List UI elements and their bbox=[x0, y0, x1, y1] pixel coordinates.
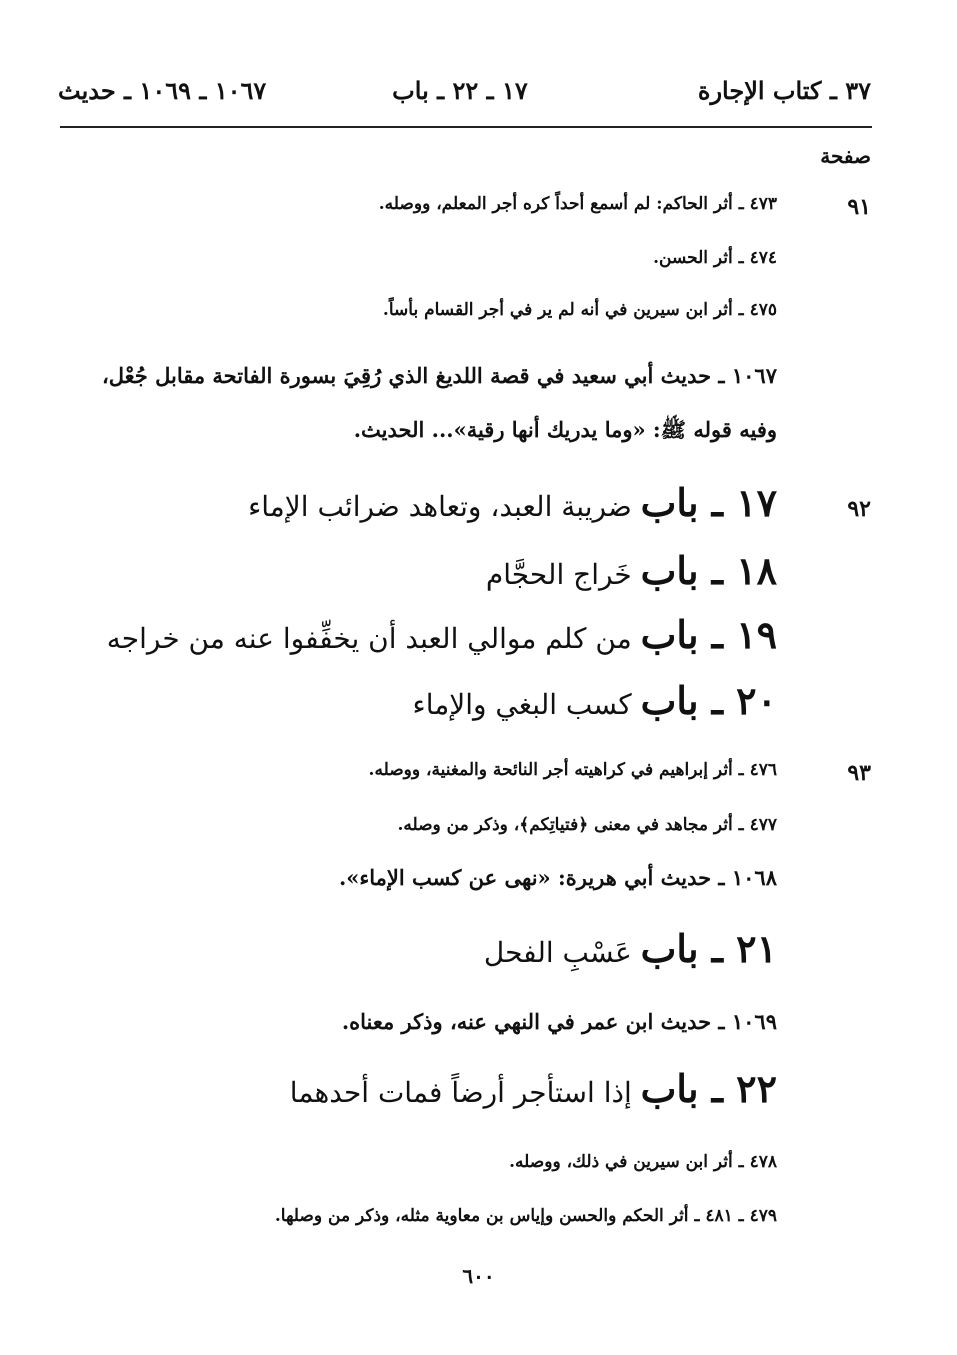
entry-479-481: ٤٧٩ ـ ٤٨١ ـ أثر الحكم والحسن وإياس بن معاوية مثله، وذكر من وصلها. bbox=[274, 1206, 777, 1226]
chapter-22-title: إذا استأجر أرضاً فمات أحدهما bbox=[289, 1076, 632, 1109]
chapter-20-title: كسب البغي والإماء bbox=[412, 688, 632, 721]
chapter-17 bbox=[248, 480, 777, 525]
entry-473: ٤٧٣ ـ أثر الحاكم: لم أسمع أحداً كره أجر المعلم، ووصله. bbox=[378, 194, 777, 214]
chapter-21-number: ٢١ ـ باب bbox=[640, 926, 777, 971]
chapter-19-title: من كلم موالي العبد أن يخفِّفوا عنه من خراجه bbox=[106, 622, 632, 655]
hadith-1067-line2: وفيه قوله ﷺ: «وما يدريك أنها رقية»... الحديث. bbox=[353, 417, 777, 442]
chapter-19-number: ١٩ ـ باب bbox=[640, 612, 777, 657]
chapter-20 bbox=[413, 678, 777, 723]
entry-478: ٤٧٨ ـ أثر ابن سيرين في ذلك، ووصله. bbox=[509, 1152, 777, 1172]
page-ref-92: ٩٢ bbox=[847, 496, 871, 522]
header-divider bbox=[60, 126, 872, 128]
chapter-22 bbox=[290, 1066, 777, 1111]
hadith-1069: ١٠٦٩ ـ حديث ابن عمر في النهي عنه، وذكر معناه. bbox=[341, 1009, 777, 1034]
chapter-21-title: عَسْبِ الفحل bbox=[483, 936, 632, 969]
running-header-hadith-range: ١٠٦٧ ـ ١٠٦٩ ـ حديث bbox=[58, 76, 267, 105]
hadith-1068: ١٠٦٨ ـ حديث أبي هريرة: «نهى عن كسب الإماء». bbox=[338, 865, 777, 890]
chapter-19 bbox=[107, 612, 777, 657]
chapter-18-title: خَراج الحجَّام bbox=[485, 558, 632, 591]
chapter-18 bbox=[486, 548, 777, 593]
running-header-book-title: ٣٧ ـ كتاب الإجارة bbox=[697, 76, 871, 105]
page-number: ٦٠٠ bbox=[462, 1264, 495, 1288]
page-ref-91: ٩١ bbox=[847, 194, 871, 220]
page-ref-93: ٩٣ bbox=[847, 760, 871, 786]
chapter-18-number: ١٨ ـ باب bbox=[640, 548, 777, 593]
entry-474: ٤٧٤ ـ أثر الحسن. bbox=[653, 248, 777, 268]
page-column-label: صفحة bbox=[820, 144, 871, 168]
running-header-chapter-range: ١٧ ـ ٢٢ ـ باب bbox=[392, 76, 528, 105]
chapter-17-number: ١٧ ـ باب bbox=[640, 480, 777, 525]
chapter-17-title: ضريبة العبد، وتعاهد ضرائب الإماء bbox=[248, 490, 632, 523]
chapter-21 bbox=[484, 926, 777, 971]
entry-475: ٤٧٥ ـ أثر ابن سيرين في أنه لم ير في أجر القسام بأساً. bbox=[382, 300, 777, 320]
hadith-1067-line1: ١٠٦٧ ـ حديث أبي سعيد في قصة اللديغ الذي رُقِيَ بسورة الفاتحة مقابل جُعْل، bbox=[101, 363, 777, 388]
chapter-20-number: ٢٠ ـ باب bbox=[640, 678, 777, 723]
entry-476: ٤٧٦ ـ أثر إبراهيم في كراهيته أجر النائحة والمغنية، ووصله. bbox=[368, 760, 777, 780]
entry-477: ٤٧٧ ـ أثر مجاهد في معنى ﴿فتياتِكم﴾، وذكر من وصله. bbox=[397, 815, 777, 835]
chapter-22-number: ٢٢ ـ باب bbox=[640, 1066, 777, 1111]
